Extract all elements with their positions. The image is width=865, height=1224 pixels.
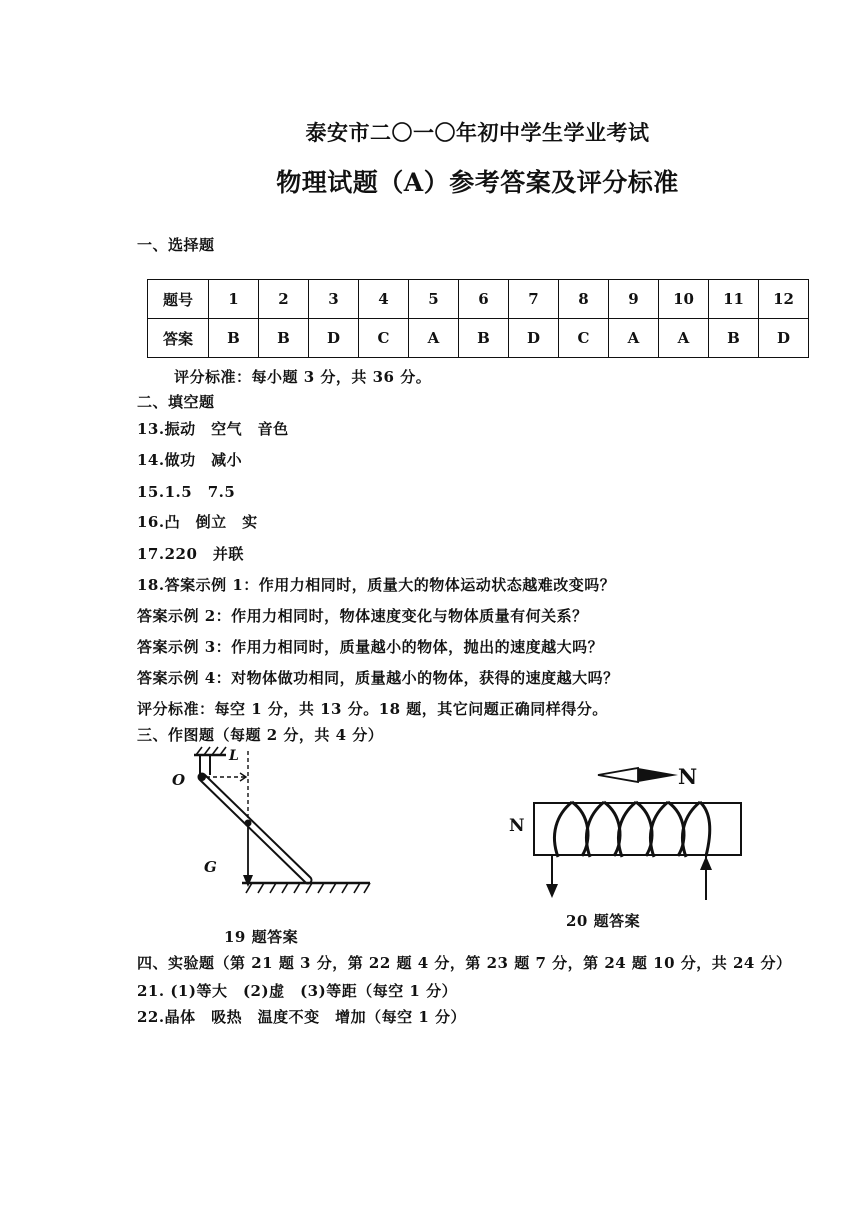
question-number-cell: 12: [759, 280, 809, 319]
figure-19-caption: 19 题答案: [224, 928, 299, 946]
answer-13: 13.振动 空气 音色: [137, 420, 289, 438]
question-number-cell: 5: [409, 280, 459, 319]
question-number-cell: 1: [209, 280, 259, 319]
question-number-cell: 6: [459, 280, 509, 319]
question-number-cell: 10: [659, 280, 709, 319]
answer-18-example-3: 答案示例 3：作用力相同时，质量越小的物体，抛出的速度越大吗？: [137, 638, 604, 656]
answer-14: 14.做功 减小: [137, 451, 243, 469]
solenoid-diagram: [520, 760, 760, 910]
question-number-cell: 7: [509, 280, 559, 319]
answer-21: 21. (1)等大 (2)虚 (3)等距（每空 1 分）: [137, 982, 458, 1000]
answer-cell: D: [759, 319, 809, 358]
answer-18-example-1: 18.答案示例 1：作用力相同时，质量大的物体运动状态越难改变吗？: [137, 576, 616, 594]
question-number-cell: 11: [709, 280, 759, 319]
answer-cell: C: [559, 319, 609, 358]
table-row: [148, 319, 809, 358]
table-header-cell: 答案: [148, 319, 209, 358]
compass-needle-south: [598, 768, 638, 782]
answer-17: 17.220 并联: [137, 545, 244, 563]
lever-diagram: [160, 745, 390, 905]
label-L: L: [229, 748, 239, 764]
table-header-cell: 题号: [148, 280, 209, 319]
compass-needle-north: [638, 768, 678, 782]
answer-cell: B: [259, 319, 309, 358]
answer-cell: A: [659, 319, 709, 358]
label-O: O: [172, 771, 186, 789]
label-G: G: [204, 858, 217, 876]
section-fill-heading: 二、填空题: [137, 393, 215, 411]
table-row: [148, 280, 809, 319]
answer-cell: D: [509, 319, 559, 358]
pivot-point: [198, 773, 206, 781]
section-drawing-heading: 三、作图题（每题 2 分，共 4 分）: [137, 726, 384, 744]
section-choice-heading: 一、选择题: [137, 236, 215, 254]
section-experiment-heading: 四、实验题（第 21 题 3 分，第 22 题 4 分，第 23 题 7 分，第 24 题 10 分，共 24 分）: [137, 954, 792, 972]
solenoid-north-label: N: [509, 816, 525, 836]
answer-cell: B: [459, 319, 509, 358]
answer-18-example-2: 答案示例 2：作用力相同时，物体速度变化与物体质量有何关系？: [137, 607, 588, 625]
question-number-cell: 2: [259, 280, 309, 319]
answer-15: 15.1.5 7.5: [137, 483, 236, 501]
answer-key-title: 物理试题（A）参考答案及评分标准: [276, 168, 679, 197]
answer-cell: B: [209, 319, 259, 358]
question-number-cell: 3: [309, 280, 359, 319]
question-number-cell: 8: [559, 280, 609, 319]
answer-cell: B: [709, 319, 759, 358]
choice-answer-table: [147, 279, 809, 358]
compass-north-label: N: [678, 764, 698, 789]
answer-cell: A: [609, 319, 659, 358]
answer-cell: C: [359, 319, 409, 358]
fill-scoring-note: 评分标准：每空 1 分，共 13 分。18 题，其它问题正确同样得分。: [137, 700, 608, 718]
answer-18-example-4: 答案示例 4：对物体做功相同，质量越小的物体，获得的速度越大吗？: [137, 669, 619, 687]
answer-cell: A: [409, 319, 459, 358]
figure-20-caption: 20 题答案: [566, 912, 641, 930]
question-number-cell: 9: [609, 280, 659, 319]
exam-title: 泰安市二〇一〇年初中学生学业考试: [305, 120, 650, 145]
answer-22: 22.晶体 吸热 温度不变 增加（每空 1 分）: [137, 1008, 466, 1026]
answer-cell: D: [309, 319, 359, 358]
question-number-cell: 4: [359, 280, 409, 319]
answer-16: 16.凸 倒立 实: [137, 513, 258, 531]
choice-scoring-note: 评分标准：每小题 3 分，共 36 分。: [174, 368, 432, 386]
